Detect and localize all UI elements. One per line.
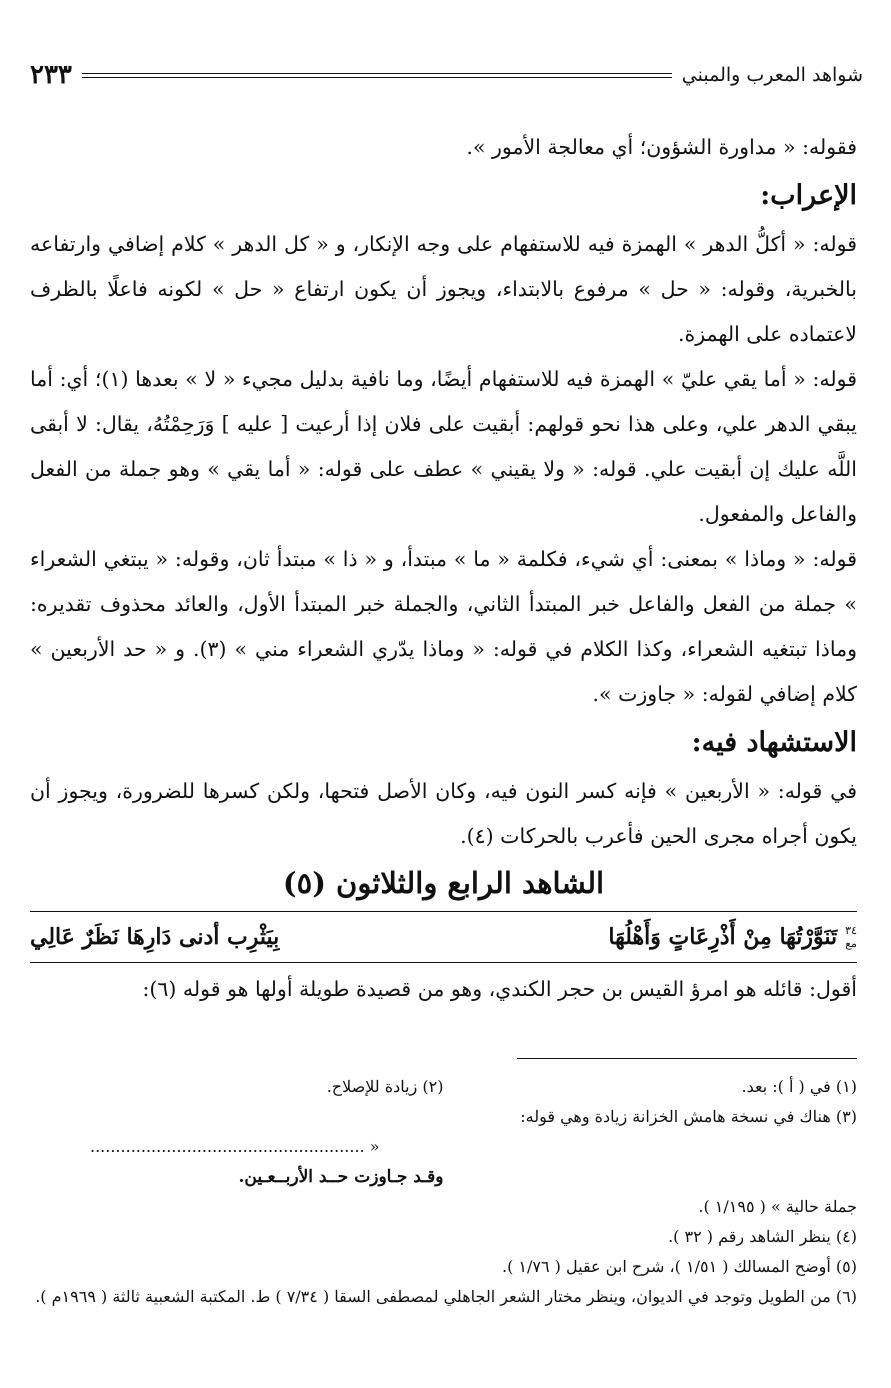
footnote-3-verse (30, 1162, 857, 1192)
section-heading-iraab: الإعراب: (760, 180, 857, 211)
intro-line: فقوله: « مداورة الشؤون؛ أي معالجة الأمور ». (466, 135, 857, 159)
paragraph: أقول: قائله هو امرؤ القيس بن حجر الكندي، وهو من قصيدة طويلة أولها هو قوله (٦): (142, 977, 857, 1001)
section-heading-istishhad: الاستشهاد فيه: (691, 727, 857, 758)
verse-hemistich-2: بِيَثْرِب أدنى دَارِهَا نَظَرٌ عَالِي (29, 924, 280, 950)
verse-number (845, 924, 857, 950)
footnote-row (30, 1072, 857, 1102)
paragraph: قوله: « وماذا » بمعنى: أي شيء، فكلمة « ما » مبتدأ، و « ذا » مبتدأ ثان، وقوله: « يبتغي الشعراء » جملة من الفعل والفاعل خبر المبتدأ الثاني، والجملة خبر المبتدأ الأول، والعائد محذوف تقديره: وماذا تبتغيه الشعراء، وكذا الكلام في قوله: « وماذا يدّري الشعراء مني » (٣). و « حد الأربعين » كلام إضافي لقوله: « جاوزت ». (30, 547, 858, 706)
main-text (30, 125, 857, 1012)
shahid-title: الشاهد الرابع والثلاثون (٥) (282, 866, 605, 900)
footnote-separator (517, 1058, 857, 1059)
verse-hemistich-1: تَنَوَّرْتُهَا مِنْ أَذْرِعَاتٍ وَأَهْلُهَا (608, 924, 838, 950)
verse-number-value: ٣٤ (845, 924, 857, 937)
page-number: ٢٣٣ (30, 60, 72, 90)
running-title: شواهد المعرب والمبني (681, 64, 863, 86)
verse-meter-abbrev: مع (845, 937, 857, 950)
footnote-3-dots: « ...................................................... (90, 1137, 380, 1156)
footnotes (30, 1072, 857, 1312)
footnote-6: (٦) من الطويل وتوجد في الديوان، وينظر مختار الشعر الجاهلي لمصطفى السقا ( ٧/٣٤ ) ط. المكتبة الشعبية ثالثة ( ١٩٦٩م ). (35, 1287, 857, 1306)
footnote-3: (٣) هناك في نسخة هامش الخزانة زيادة وهي قوله: (520, 1107, 857, 1126)
verse-line (30, 911, 857, 963)
footnote-2: (٢) زيادة للإصلاح. (326, 1077, 444, 1096)
page-header (30, 60, 863, 90)
paragraph: قوله: « أما يقي عليّ » الهمزة فيه للاستفهام أيضًا، وما نافية بدليل مجيء « لا » بعدها (١)؛ أي: أما يبقي الدهر علي، وعلى هذا نحو قولهم: أبقيت على فلان إذا أرعيت [ عليه ] وَرَحِمْتُهُ، يقال: لا أبقى اللَّه عليك إن أبقيت علي. قوله: « ولا يقيني » عطف على قوله: « أما يقي » وهو جملة من الفعل والفاعل والمفعول. (30, 367, 857, 526)
header-rule (82, 73, 672, 78)
footnote-4: (٤) ينظر الشاهد رقم ( ٣٢ ). (668, 1227, 857, 1246)
paragraph: قوله: « أكلُّ الدهر » الهمزة فيه للاستفهام على وجه الإنكار، و « كل الدهر » كلام إضافي وارتفاعه بالخبرية، وقوله: « حل » مرفوع بالابتداء، ويجوز أن يكون ارتفاع « حل » لكونه فاعلًا بالظرف لاعتماده على الهمزة. (30, 232, 857, 346)
footnote-3-tail: جملة حالية » ( ١/١٩٥ ). (698, 1197, 857, 1216)
paragraph: في قوله: « الأربعين » فإنه كسر النون فيه، وكان الأصل فتحها، ولكن كسرها للضرورة، ويجوز أن يكون أجراه مجرى الحين فأعرب بالحركات (٤). (30, 779, 857, 848)
footnote-3-verse-text: وقـد جـاوزت حــد الأربــعـين. (238, 1167, 444, 1187)
footnote-1: (١) في ( أ ): بعد. (741, 1077, 857, 1096)
footnote-5: (٥) أوضح المسالك ( ١/٥١ )، شرح ابن عقيل ( ١/٧٦ ). (502, 1257, 857, 1276)
